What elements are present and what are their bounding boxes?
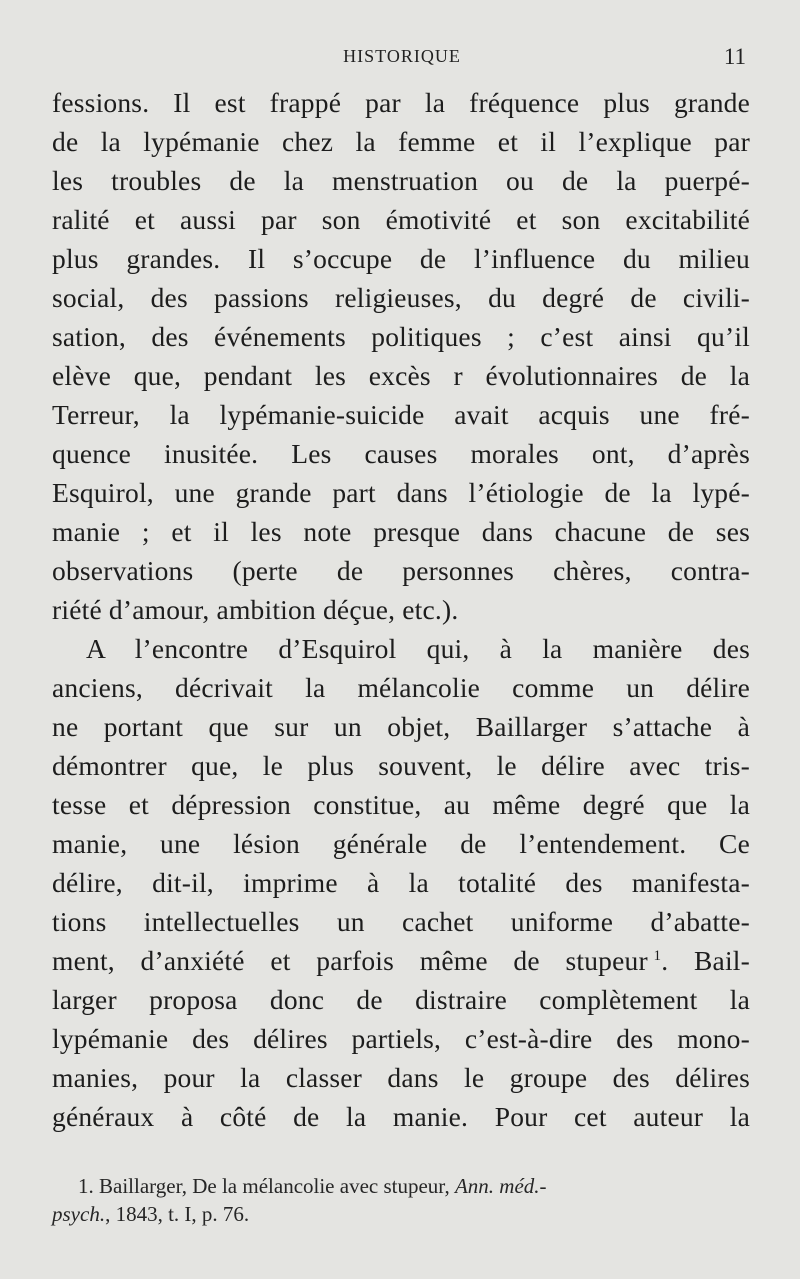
footnote-journal: Ann. méd.-	[454, 1174, 547, 1198]
text-line: manie, une lésion générale de l’entendement. Ce	[52, 828, 750, 859]
text-line: manie ; et il les note presque dans chacune de ses	[52, 516, 750, 547]
text-line: lypémanie des délires partiels, c’est-à-dire des mono-	[52, 1023, 750, 1054]
text-line: les troubles de la menstruation ou de la puerpé-	[52, 165, 750, 196]
footnote-text: Baillarger, De la mélancolie avec stupeur,	[99, 1174, 450, 1198]
text-line: tions intellectuelles un cachet uniforme d’abatte-	[52, 906, 750, 937]
text-line: ne portant que sur un objet, Baillarger s’attache à	[52, 711, 750, 742]
footnote-journal-cont: psych.	[52, 1202, 106, 1226]
text-line: observations (perte de personnes chères, contra-	[52, 555, 750, 586]
text-line: fessions. Il est frappé par la fréquence plus grande	[52, 87, 750, 118]
page-header	[52, 44, 752, 74]
text-line: tesse et dépression constitue, au même degré que la	[52, 789, 750, 820]
text-line-with-footnote-ref	[52, 941, 750, 980]
text-line: Terreur, la lypémanie-suicide avait acquis une fré-	[52, 399, 750, 430]
footnote	[52, 1172, 750, 1228]
running-title: HISTORIQUE	[343, 46, 461, 66]
text-line: plus grandes. Il s’occupe de l’influence du milieu	[52, 243, 750, 274]
text-line: elève que, pendant les excès r évolutionnaires de la	[52, 360, 750, 391]
text-line: délire, dit-il, imprime à la totalité des manifesta-	[52, 867, 750, 898]
text-segment: . Bail-	[661, 945, 751, 976]
text-line: social, des passions religieuses, du degré de civili-	[52, 282, 750, 313]
footnote-reference: 1	[653, 948, 662, 964]
page-number: 11	[723, 44, 746, 69]
text-segment: ment, d’anxiété et parfois même de stupeur	[52, 945, 648, 976]
footnote-citation: , 1843, t. I, p. 76.	[105, 1202, 250, 1226]
text-line: sation, des événements politiques ; c’est ainsi qu’il	[52, 321, 750, 352]
paragraph-end-line: riété d’amour, ambition déçue, etc.).	[52, 594, 459, 625]
text-line: généraux à côté de la manie. Pour cet auteur la	[52, 1101, 750, 1132]
text-line: Esquirol, une grande part dans l’étiologie de la lypé-	[52, 477, 750, 508]
text-line: de la lypémanie chez la femme et il l’explique par	[52, 126, 750, 157]
text-line: larger proposa donc de distraire complètement la	[52, 984, 750, 1015]
paragraph-start-line: A l’encontre d’Esquirol qui, à la manière des	[86, 633, 750, 664]
footnote-line	[52, 1200, 750, 1228]
footnote-line	[52, 1172, 750, 1200]
text-line: anciens, décrivait la mélancolie comme un délire	[52, 672, 750, 703]
text-line: quence inusitée. Les causes morales ont, d’après	[52, 438, 750, 469]
text-line: ralité et aussi par son émotivité et son excitabilité	[52, 204, 750, 235]
footnote-number: 1.	[78, 1174, 94, 1198]
text-line: manies, pour la classer dans le groupe des délires	[52, 1062, 750, 1093]
body-text	[52, 83, 750, 1136]
text-line: démontrer que, le plus souvent, le délire avec tris-	[52, 750, 750, 781]
